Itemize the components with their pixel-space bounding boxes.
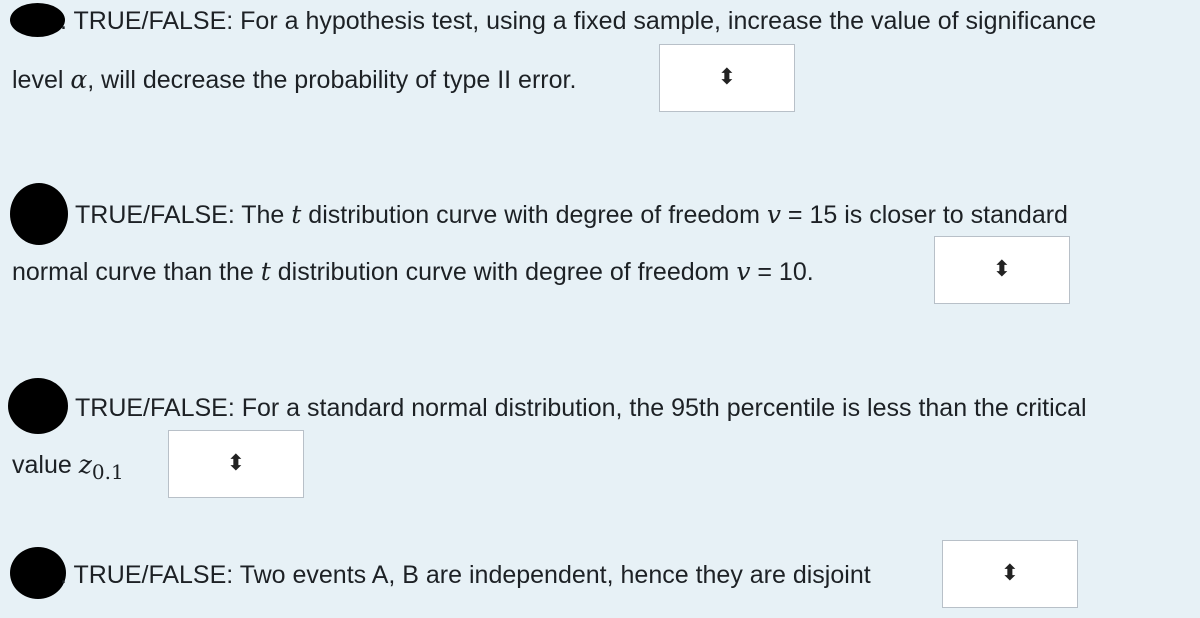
redaction-blot <box>10 547 66 599</box>
v-symbol: v <box>736 257 751 286</box>
question-1-line-2: level α, will decrease the probability of type II error. <box>12 65 577 94</box>
question-3-line-1: TRUE/FALSE: For a standard normal distribution, the 95th percentile is less than the critical <box>75 394 1087 422</box>
answer-select-4[interactable] <box>942 540 1078 608</box>
z-subscript: 0.1 <box>91 460 124 484</box>
updown-arrows-icon: ⬍ <box>226 451 246 476</box>
redaction-blot <box>8 378 68 434</box>
question-1-line-1: . TRUE/FALSE: For a hypothesis test, using a fixed sample, increase the value of significance <box>60 7 1097 35</box>
updown-arrows-icon: ⬍ <box>717 65 737 90</box>
question-3-line-2: value $z_{0.1}$ <box>12 450 124 484</box>
question-2-line-1: TRUE/FALSE: The t distribution curve with degree of freedom v = 15 is closer to standard <box>75 200 1068 229</box>
updown-arrows-icon: ⬍ <box>992 257 1012 282</box>
answer-select-2[interactable] <box>934 236 1070 304</box>
updown-arrows-icon: ⬍ <box>1000 561 1020 586</box>
t-symbol: t <box>260 257 271 286</box>
question-4-line-1: . TRUE/FALSE: Two events A, B are independent, hence they are disjoint <box>60 561 871 589</box>
answer-select-1[interactable] <box>659 44 795 112</box>
answer-select-3[interactable] <box>168 430 304 498</box>
t-symbol: t <box>291 200 302 229</box>
alpha-symbol: α <box>70 65 88 94</box>
question-2-line-2: normal curve than the t distribution curve with degree of freedom v = 10. <box>12 257 814 286</box>
v-symbol: v <box>766 200 781 229</box>
redaction-blot <box>10 183 68 245</box>
z-symbol: z <box>78 450 92 479</box>
redaction-blot <box>10 3 65 37</box>
